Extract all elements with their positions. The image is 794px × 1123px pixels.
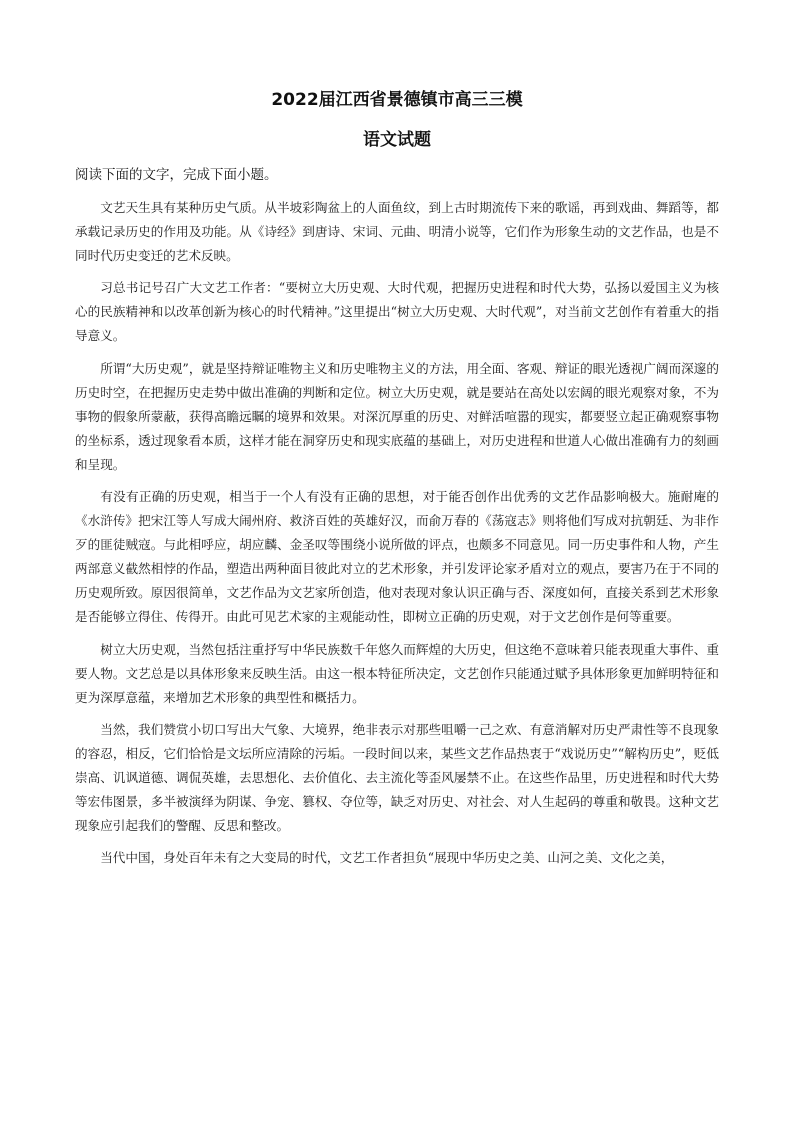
document-subtitle: 语文试题 (363, 130, 431, 150)
document-title: 2022届江西省景德镇市高三三模 (271, 90, 523, 110)
paragraph-6: 当然，我们赞赏小切口写出大气象、大境界，绝非表示对那些咀嚼一己之欢、有意消解对历史严肃性等不良现象的容忍，相反，它们恰恰是文坛所应清除的污垢。一段时间以来，某些文艺作品热衷于“戏说历史”“解构历史”，贬低崇高、讥讽道德、调侃英雄，去思想化、去价值化、去主流化等歪风屡禁不止。在这些作品里，历史进程和时代大势等宏伟图景，多半被演绎为阴谋、争宠、篡权、夺位等，缺乏对历史、对社会、对人生起码的尊重和敬畏。这种文艺现象应引起我们的警醒、反思和整改。 (75, 721, 719, 833)
paragraph-7: 当代中国，身处百年未有之大变局的时代，文艺工作者担负“展现中华历史之美、山河之美、文化之美， (100, 850, 674, 866)
paragraph-4: 有没有正确的历史观，相当于一个人有没有正确的思想，对于能否创作出优秀的文艺作品影响极大。施耐庵的《水浒传》把宋江等人写成大闹州府、救济百姓的英雄好汉，而俞万春的《荡寇志》则将他们写成对抗朝廷、为非作歹的匪徒贼寇。与此相呼应，胡应麟、金圣叹等围绕小说所做的评点，也颇多不同意见。同一历史事件和人物，产生两部意义截然相悖的作品，塑造出两种面目彼此对立的艺术形象，并引发评论家矛盾对立的观点，要害乃在于不同的历史观所致。原因很简单，文艺作品为文艺家所创造，他对表现对象认识正确与否、深度如何，直接关系到艺术形象是否能够立得住、传得开。由此可见艺术家的主观能动性，即树立正确的历史观，对于文艺创作是何等重要。 (75, 489, 719, 625)
paragraph-1: 文艺天生具有某种历史气质。从半坡彩陶盆上的人面鱼纹，到上古时期流传下来的歌谣，再到戏曲、舞蹈等，都承载记录历史的作用及功能。从《诗经》到唐诗、宋词、元曲、明清小说等，它们作为形象生动的文艺作品，也是不同时代历史变迁的艺术反映。 (75, 200, 719, 263)
reading-passage (75, 196, 719, 879)
reading-instruction: 阅读下面的文字，完成下面小题。 (75, 167, 278, 183)
paragraph-5: 树立大历史观，当然包括注重抒写中华民族数千年悠久而辉煌的大历史，但这绝不意味着只能表现重大事件、重要人物。文艺总是以具体形象来反映生活。由这一根本特征所决定，文艺创作只能通过赋予具体形象更加鲜明特征和更为深厚意蕴，来增加艺术形象的典型性和概括力。 (75, 641, 719, 705)
paragraph-3: 所谓“大历史观”，就是坚持辩证唯物主义和历史唯物主义的方法，用全面、客观、辩证的眼光透视广阔而深邃的历史时空，在把握历史走势中做出准确的判断和定位。树立大历史观，就是要站在高处以宏阔的眼光观察对象，不为事物的假象所蒙蔽，获得高瞻远瞩的境界和效果。对深沉厚重的历史、对鲜活喧嚣的现实，都要竖立起正确观察事物的坐标系，透过现象看本质，这样才能在洞穿历史和现实底蕴的基础上，对历史进程和世道人心做出准确有力的刻画和呈现。 (75, 360, 719, 472)
paragraph-2: 习总书记号召广大文艺工作者：“要树立大历史观、大时代观，把握历史进程和时代大势，弘扬以爱国主义为核心的民族精神和以改革创新为核心的时代精神。”这里提出“树立大历史观、大时代观”，对当前文艺创作有着重大的指导意义。 (75, 280, 719, 344)
